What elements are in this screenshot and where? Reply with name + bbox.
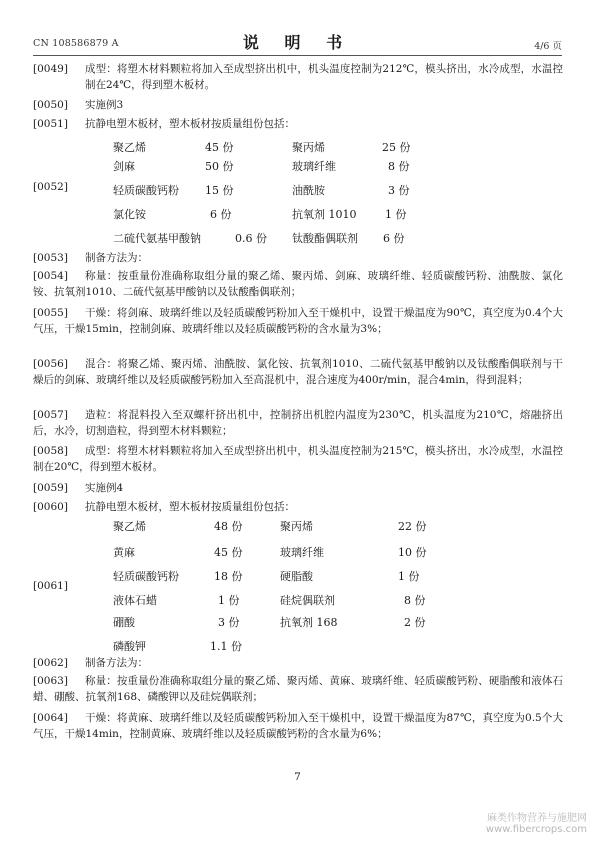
paragraph-number: [0064] — [33, 712, 68, 724]
paragraph-number: [0050] — [33, 99, 68, 111]
ingredient-name: 玻璃纤维 — [292, 160, 336, 173]
paragraph-0060 — [33, 500, 563, 516]
ingredient-amount: 1 份 — [218, 594, 240, 607]
ingredient-name: 聚乙烯 — [113, 141, 146, 154]
ingredient-name: 钛酸酯偶联剂 — [292, 232, 358, 245]
ingredient-amount: 10 份 — [398, 546, 427, 559]
paragraph-number: [0049] — [33, 63, 68, 75]
paragraph-0050 — [33, 98, 563, 114]
ingredient-name: 黄麻 — [113, 546, 135, 559]
paragraph-text: 成型：将塑木材料颗粒将加入至成型挤出机中，机头温度控制为215℃，模头挤出，水冷成型，水温控制在20℃，得到塑木板材。 — [33, 445, 563, 473]
ingredient-name: 油酰胺 — [292, 184, 325, 197]
paragraph-number: [0054] — [33, 270, 68, 282]
paragraph-number: [0057] — [33, 409, 68, 421]
ingredient-amount: 48 份 — [214, 520, 243, 533]
ingredient-amount: 6 份 — [210, 208, 232, 221]
watermark-url: www.fibercrops.com — [485, 824, 587, 835]
watermark-text: 麻类作物营养与施肥网 — [487, 813, 587, 824]
paragraph-text: 抗静电塑木板材，塑木板材按质量组份包括： — [85, 118, 295, 130]
paragraph-text: 干燥：将剑麻、玻璃纤维以及轻质碳酸钙粉加入至干燥机中，设置干燥温度为90℃，真空度为0.4个大气压，干燥15min，控制剑麻、玻璃纤维以及轻质碳酸钙粉的含水量为3%； — [33, 307, 563, 335]
ingredient-name: 硬脂酸 — [280, 570, 313, 583]
paragraph-number: [0060] — [33, 501, 68, 513]
ingredient-name: 氯化铵 — [113, 208, 146, 221]
paragraph-number: [0063] — [33, 675, 68, 687]
paragraph-number: [0059] — [33, 482, 68, 494]
paragraph-0051 — [33, 117, 563, 133]
paragraph-0049 — [33, 62, 563, 93]
ingredient-amount: 0.6 份 — [235, 232, 267, 245]
paragraph-number: [0053] — [33, 252, 68, 264]
paragraph-number: [0056] — [33, 358, 68, 370]
page-number: 7 — [294, 771, 301, 783]
ingredient-amount: 18 份 — [214, 570, 243, 583]
ingredient-name: 硼酸 — [113, 616, 135, 629]
paragraph-0055 — [33, 306, 563, 337]
paragraph-number-0052: [0052] — [33, 181, 68, 193]
paragraph-number-0061: [0061] — [33, 580, 68, 592]
paragraph-text: 抗静电塑木板材，塑木板材按质量组份包括： — [85, 501, 295, 513]
paragraph-0059 — [33, 481, 563, 497]
ingredient-name: 轻质碳酸钙粉 — [113, 570, 179, 583]
ingredient-name: 聚丙烯 — [292, 141, 325, 154]
paragraph-0058 — [33, 444, 563, 475]
ingredient-amount: 15 份 — [205, 184, 234, 197]
ingredient-name: 玻璃纤维 — [280, 546, 324, 559]
ingredient-name: 剑麻 — [113, 160, 135, 173]
ingredient-amount: 1.1 份 — [210, 640, 242, 653]
paragraph-text: 制备方法为： — [85, 252, 148, 264]
paragraph-text: 制备方法为： — [85, 657, 148, 669]
ingredient-amount: 6 份 — [383, 232, 405, 245]
ingredient-amount: 3 份 — [218, 616, 240, 629]
page-indicator: 4/6 页 — [534, 41, 562, 52]
ingredient-amount: 3 份 — [388, 184, 410, 197]
paragraph-text: 干燥：将黄麻、玻璃纤维以及轻质碳酸钙粉加入至干燥机中，设置干燥温度为87℃，真空度为0.5个大气压，干燥14min，控制黄麻、玻璃纤维以及轻质碳酸钙粉的含水量为6%； — [33, 712, 563, 740]
ingredient-amount: 2 份 — [404, 616, 426, 629]
paragraph-0056 — [33, 357, 563, 388]
ingredient-amount: 8 份 — [388, 160, 410, 173]
ingredient-name: 聚丙烯 — [280, 520, 313, 533]
document-number: CN 108586879 A — [33, 38, 119, 49]
ingredient-name: 二硫代氨基甲酸钠 — [113, 232, 201, 245]
paragraph-0053 — [33, 251, 563, 267]
paragraph-text: 造粒：将混料投入至双螺杆挤出机中，控制挤出机腔内温度为230℃，机头温度为210℃，熔融挤出后，水冷，切割造粒，得到塑木材料颗粒； — [33, 409, 563, 437]
paragraph-0054 — [33, 269, 563, 300]
paragraph-text: 实施例3 — [85, 99, 124, 111]
document-title: 说 明 书 — [242, 33, 353, 52]
paragraph-text: 成型：将塑木材料颗粒将加入至成型挤出机中，机头温度控制为212℃，模头挤出，水冷成型，水温控制在24℃，得到塑木板材。 — [85, 63, 563, 91]
ingredient-name: 聚乙烯 — [113, 520, 146, 533]
ingredient-name: 抗氧剂 1010 — [292, 208, 357, 221]
ingredient-amount: 50 份 — [205, 160, 234, 173]
paragraph-number: [0062] — [33, 657, 68, 669]
paragraph-0057 — [33, 408, 563, 439]
ingredient-amount: 25 份 — [382, 141, 411, 154]
ingredient-name: 轻质碳酸钙粉 — [113, 184, 179, 197]
paragraph-text: 称量：按重量份准确称取组分量的聚乙烯、聚丙烯、黄麻、玻璃纤维、轻质碳酸钙粉、硬脂酸和液体石蜡、硼酸、抗氧剂168、磷酸钾以及硅烷偶联剂； — [33, 675, 563, 703]
paragraph-text: 实施例4 — [85, 482, 124, 494]
paragraph-text: 称量：按重量份准确称取组分量的聚乙烯、聚丙烯、剑麻、玻璃纤维、轻质碳酸钙粉、油酰胺、氯化铵、抗氧剂1010、二硫代氨基甲酸钠以及钛酸酯偶联剂； — [33, 270, 563, 298]
header-divider — [33, 55, 562, 56]
ingredient-amount: 22 份 — [398, 520, 427, 533]
paragraph-0063 — [33, 674, 563, 705]
ingredient-name: 硅烷偶联剂 — [280, 594, 335, 607]
ingredient-amount: 1 份 — [385, 208, 407, 221]
paragraph-text: 混合：将聚乙烯、聚丙烯、油酰胺、氯化铵、抗氧剂1010、二硫代氨基甲酸钠以及钛酸酯偶联剂与干燥后的剑麻、玻璃纤维以及轻质碳酸钙粉加入至高混机中，混合速度为400r/min，混合4min，得到混料； — [33, 358, 563, 386]
ingredient-amount: 8 份 — [404, 594, 426, 607]
paragraph-0062 — [33, 656, 563, 672]
ingredient-amount: 45 份 — [214, 546, 243, 559]
ingredient-amount: 45 份 — [205, 141, 234, 154]
paragraph-number: [0055] — [33, 307, 68, 319]
paragraph-0064 — [33, 711, 563, 742]
ingredient-name: 液体石蜡 — [113, 594, 157, 607]
ingredient-amount: 1 份 — [398, 570, 420, 583]
paragraph-number: [0058] — [33, 445, 68, 457]
ingredient-name: 抗氧剂 168 — [280, 616, 338, 629]
ingredient-name: 磷酸钾 — [113, 640, 146, 653]
paragraph-number: [0051] — [33, 118, 68, 130]
